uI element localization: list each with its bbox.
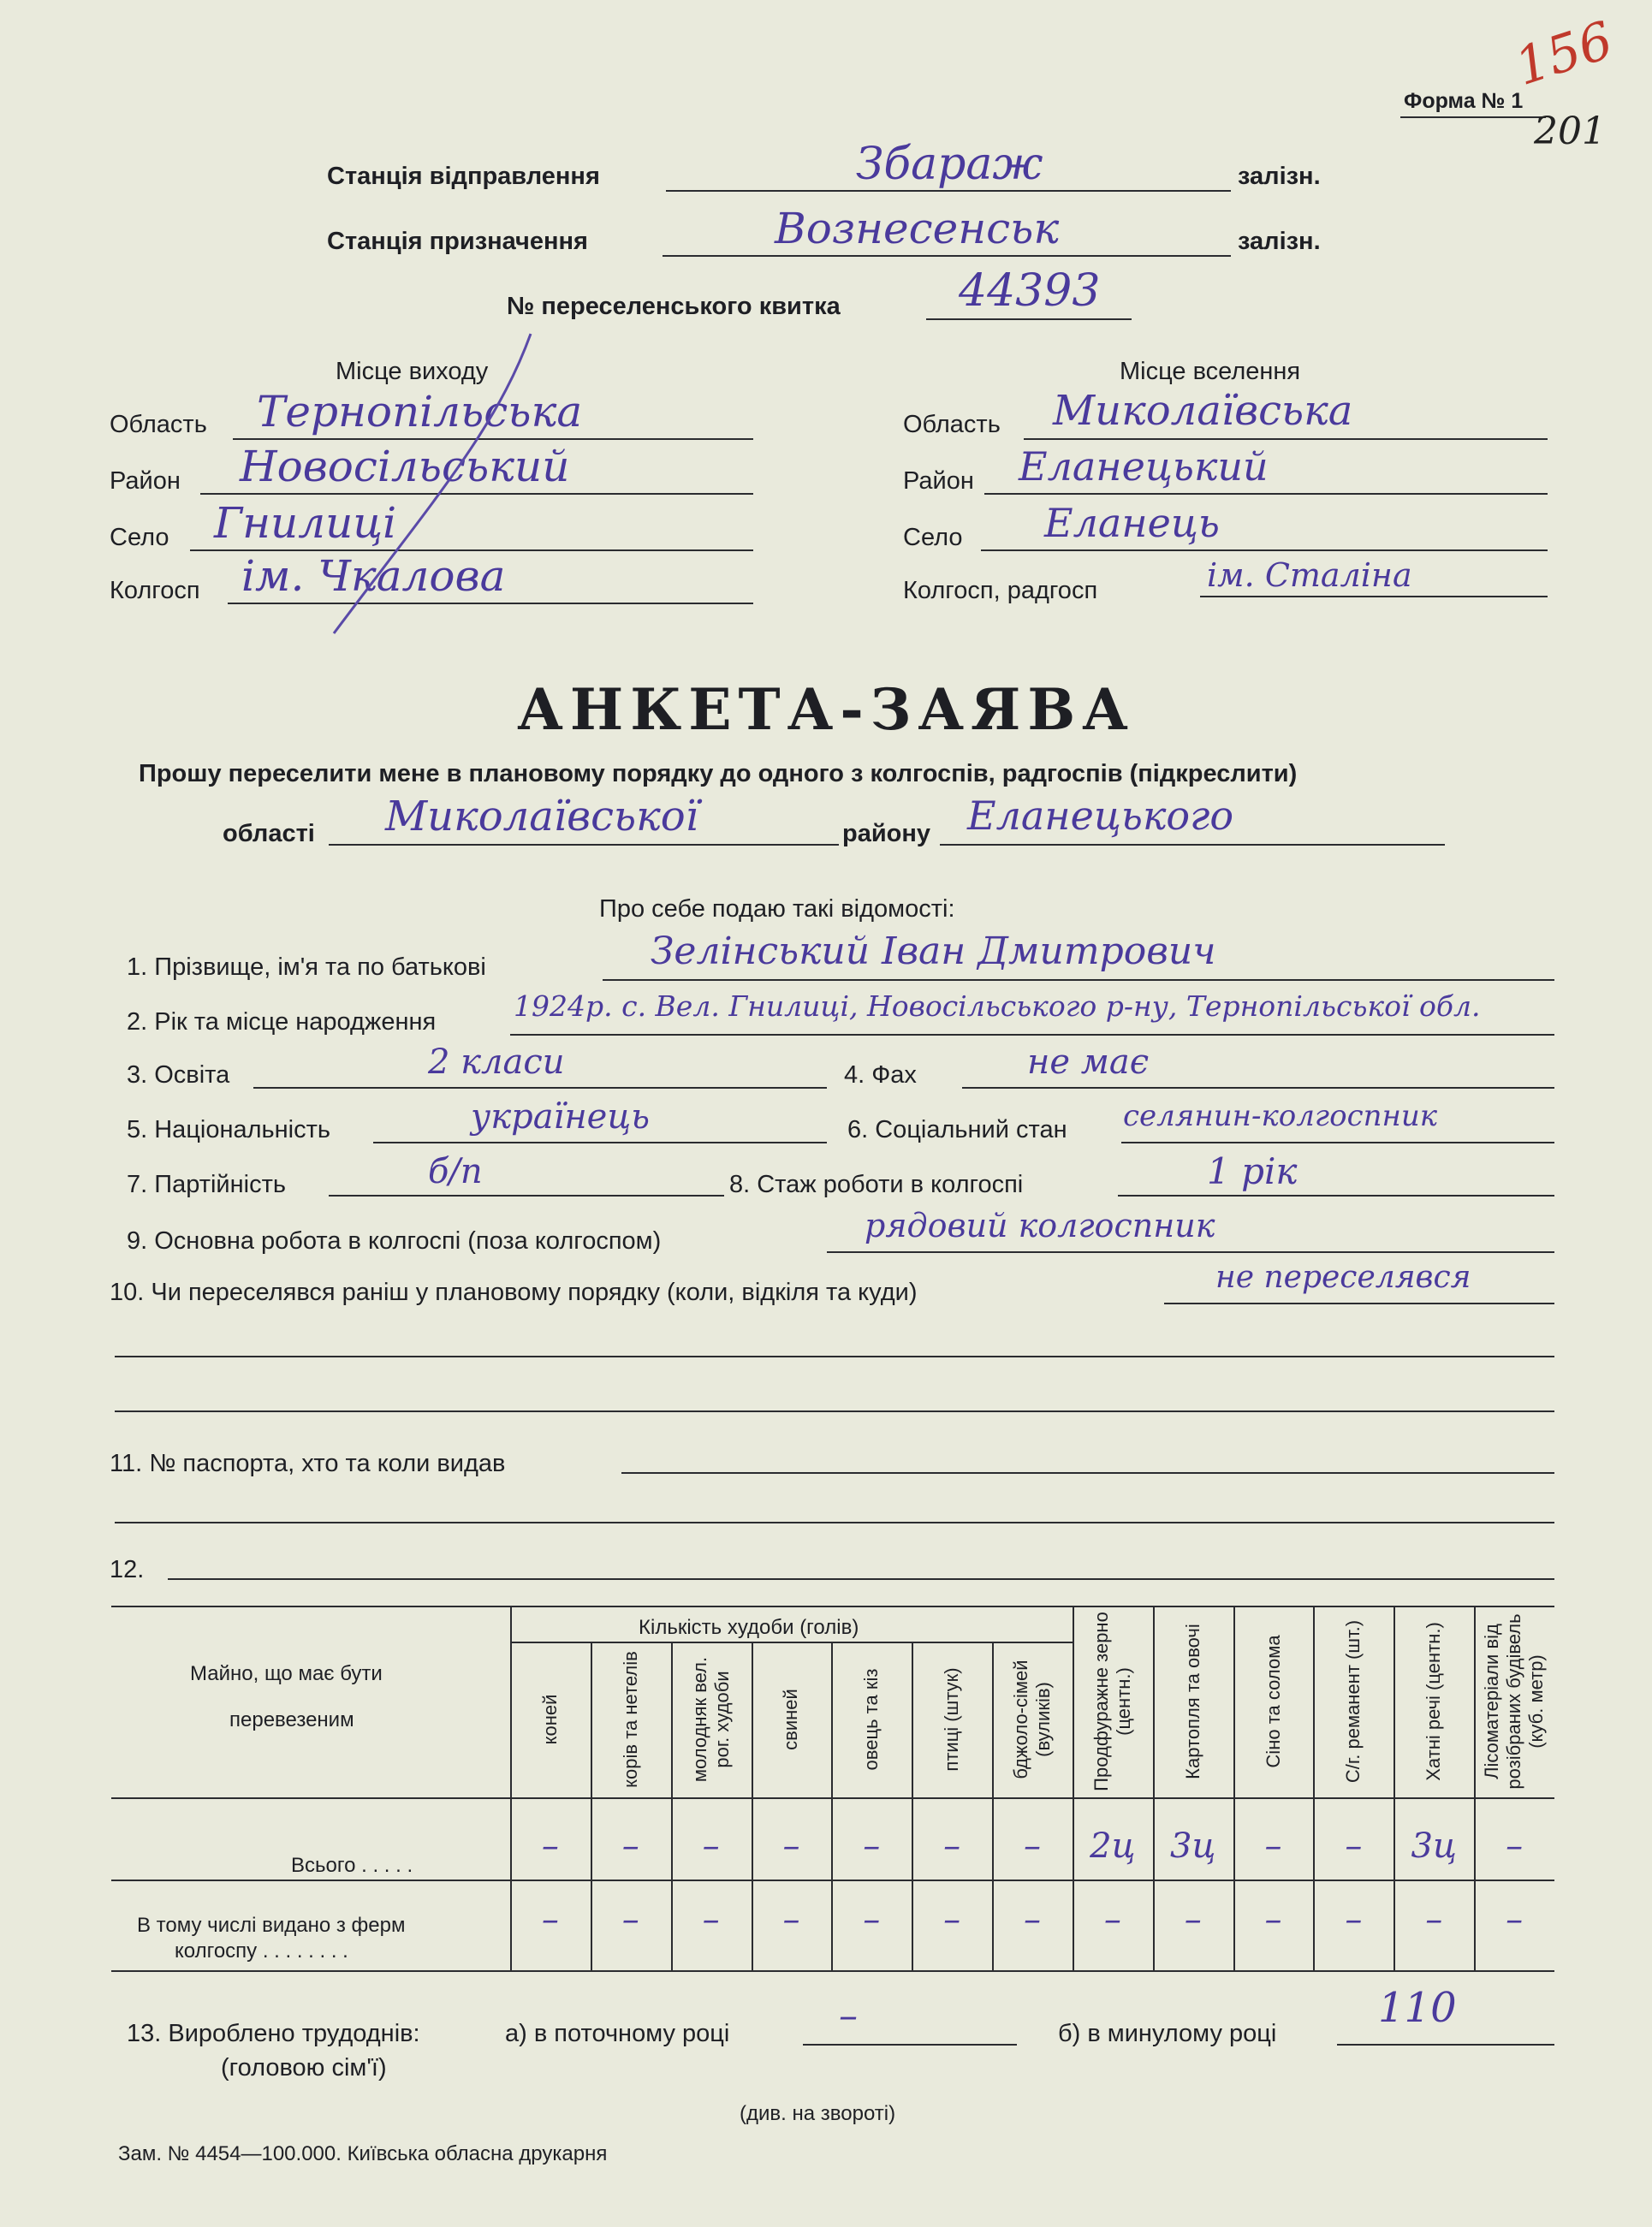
origin-oblast-label: Область <box>110 411 207 438</box>
form-number-underline <box>1400 116 1546 118</box>
origin-selo-label: Село <box>110 524 169 551</box>
field-6-line <box>1121 1142 1554 1143</box>
field-4-label: 4. Фах <box>844 1061 917 1089</box>
workdays-current-value: – <box>839 1994 858 2038</box>
field-1-value: Зелінський Іван Дмитрович <box>651 929 1216 973</box>
field-6-value: селянин-колгоспник <box>1123 1099 1438 1133</box>
table-col-divider <box>1313 1606 1315 1970</box>
corner-mark-black: 201 <box>1534 110 1606 153</box>
origin-raion-value: Новосільський <box>240 442 570 491</box>
field-6-label: 6. Соціальний стан <box>847 1116 1067 1143</box>
destination-label: Станція призначення <box>327 228 588 255</box>
field-5-line <box>373 1142 827 1143</box>
field-7-value: б/п <box>428 1152 483 1191</box>
table-column-header: птиці (штук) <box>941 1667 963 1772</box>
table-column-header: Сіно та солома <box>1262 1635 1284 1768</box>
request-raion-value: Еланецького <box>967 793 1234 839</box>
table-cell-farm: – <box>943 1900 961 1939</box>
workdays-label: 13. Вироблено трудоднів: <box>127 2020 420 2047</box>
table-cell-farm: – <box>621 1900 639 1939</box>
table-cell-farm: – <box>1264 1900 1282 1939</box>
departure-value: Збараж <box>856 139 1043 190</box>
settlement-kolhosp-line <box>1200 596 1548 597</box>
table-cell-total: – <box>1264 1826 1282 1866</box>
table-column-header: Хатні речі (центн.) <box>1423 1622 1445 1781</box>
field-3-value: 2 класи <box>428 1042 565 1082</box>
row-farm-label-2: колгоспу . . . . . . . . <box>175 1939 348 1963</box>
table-column-header: овець та кіз <box>860 1668 882 1771</box>
print-info: Зам. № 4454—100.000. Київська обласна друкарня <box>118 2142 608 2165</box>
ticket-value: 44393 <box>959 265 1101 317</box>
property-header-1: Майно, що має бути <box>190 1662 383 1685</box>
workdays-current-label: а) в поточному році <box>505 2020 730 2047</box>
field-10-line <box>1164 1303 1554 1304</box>
settlement-raion-value: Еланецький <box>1019 443 1269 490</box>
workdays-sublabel: (головою сім'ї) <box>221 2054 387 2082</box>
field-2-line <box>510 1034 1554 1036</box>
field-12-label: 12. <box>110 1556 145 1583</box>
request-oblast-value: Миколаївської <box>385 793 699 840</box>
field-5-label: 5. Національність <box>127 1116 331 1143</box>
settlement-oblast-label: Область <box>903 411 1001 438</box>
settlement-selo-line <box>981 549 1548 551</box>
table-column-header: молодняк вел. рог. худоби <box>688 1656 733 1783</box>
field-5-value: українець <box>471 1097 651 1137</box>
table-cell-total: – <box>1345 1826 1363 1866</box>
field-11-line-2 <box>115 1522 1554 1523</box>
table-column-header: Лісоматеріали від розібраних будівель (куб. метр) <box>1481 1613 1548 1790</box>
request-line: Прошу переселити мене в плановому порядку до одного з колгоспів, радгоспів (підкреслити) <box>139 760 1298 787</box>
table-cell-total: 2ц <box>1090 1826 1136 1866</box>
table-col-divider <box>591 1642 592 1970</box>
settlement-raion-label: Район <box>903 467 974 495</box>
workdays-current-line <box>803 2044 1017 2046</box>
settlement-oblast-value: Миколаївська <box>1053 387 1353 435</box>
field-10-line-3 <box>115 1410 1554 1412</box>
origin-selo-value: Гнилиці <box>214 498 397 548</box>
form-title: АНКЕТА-ЗАЯВА <box>517 676 1135 743</box>
field-7-line <box>329 1195 724 1197</box>
settlement-selo-value: Еланець <box>1044 500 1220 546</box>
table-cell-total: – <box>863 1826 881 1866</box>
workdays-previous-line <box>1337 2044 1554 2046</box>
origin-heading: Місце виходу <box>336 358 489 385</box>
table-cell-farm: – <box>1103 1900 1121 1939</box>
table-col-divider <box>1233 1606 1235 1970</box>
table-cell-total: – <box>541 1826 559 1866</box>
table-col-divider <box>831 1642 833 1970</box>
table-column-header: коней <box>538 1694 561 1745</box>
table-column-header: корів та нетелів <box>619 1651 641 1788</box>
table-column-header: Картопля та овочі <box>1181 1624 1203 1779</box>
settlement-kolhosp-label: Колгосп, радгосп <box>903 577 1098 604</box>
field-12-line <box>168 1578 1554 1580</box>
form-number: Форма № 1 <box>1404 89 1524 113</box>
origin-kolhosp-label: Колгосп <box>110 577 200 604</box>
table-cell-farm: – <box>782 1900 800 1939</box>
field-4-value: не має <box>1027 1042 1150 1082</box>
livestock-header-border <box>510 1642 1073 1643</box>
table-cell-farm: – <box>1184 1900 1202 1939</box>
settlement-heading: Місце вселення <box>1120 358 1301 385</box>
table-cell-total: – <box>1506 1826 1524 1866</box>
table-col-divider <box>1474 1606 1476 1970</box>
field-9-line <box>827 1251 1554 1253</box>
table-cell-total: 3ц <box>1411 1826 1457 1866</box>
table-col-divider <box>752 1642 753 1970</box>
origin-oblast-value: Тернопільська <box>257 387 583 436</box>
field-7-label: 7. Партійність <box>127 1171 286 1198</box>
field-2-value: 1924р. с. Вел. Гнилиці, Новосільського р-ну, Тернопільської обл. <box>514 989 1481 1023</box>
workdays-previous-value: 110 <box>1378 1984 1457 2032</box>
destination-line <box>663 255 1231 257</box>
request-oblast-label: області <box>223 820 315 847</box>
field-3-line <box>253 1087 827 1089</box>
request-oblast-line <box>329 844 839 846</box>
table-cell-total: – <box>702 1826 720 1866</box>
departure-line <box>666 190 1231 192</box>
field-10-value: не переселявся <box>1215 1260 1471 1295</box>
table-col-divider <box>912 1642 913 1970</box>
field-3-label: 3. Освіта <box>127 1061 230 1089</box>
ink-stroke <box>282 325 539 668</box>
departure-suffix: залізн. <box>1238 163 1321 190</box>
see-back: (див. на звороті) <box>740 2102 896 2125</box>
corner-mark-red: 156 <box>1507 10 1620 98</box>
table-column-header: свиней <box>780 1689 802 1750</box>
table-column-header: бджоло-сімей (вуликів) <box>1010 1660 1054 1779</box>
field-11-line <box>621 1472 1554 1474</box>
property-header-2: перевезеним <box>229 1708 354 1731</box>
row-farm-label-1: В тому числі видано з ферм <box>137 1914 406 1937</box>
settlement-raion-line <box>984 493 1548 495</box>
settlement-kolhosp-value: ім. Сталіна <box>1207 556 1412 594</box>
ticket-line <box>926 318 1132 320</box>
field-9-label: 9. Основна робота в колгоспі (поза колгоспом) <box>127 1227 662 1255</box>
table-top-border <box>111 1606 1554 1607</box>
table-cell-farm: – <box>1425 1900 1443 1939</box>
table-cell-total: – <box>943 1826 961 1866</box>
origin-kolhosp-value: ім. Чкалова <box>241 551 506 601</box>
field-4-line <box>962 1087 1554 1089</box>
workdays-previous-label: б) в минулому році <box>1058 2020 1277 2047</box>
field-1-line <box>603 979 1554 981</box>
origin-raion-label: Район <box>110 467 181 495</box>
table-cell-farm: – <box>1024 1900 1041 1939</box>
table-cell-total: – <box>1024 1826 1041 1866</box>
field-10-line-2 <box>115 1356 1554 1357</box>
table-cell-farm: – <box>702 1900 720 1939</box>
row-total-label: Всього . . . . . <box>291 1854 413 1877</box>
table-cell-farm: – <box>1345 1900 1363 1939</box>
table-header-border <box>111 1797 1554 1799</box>
table-column-header: С/г. реманент (шт.) <box>1342 1619 1364 1784</box>
table-cell-total: 3ц <box>1170 1826 1216 1866</box>
field-8-line <box>1118 1195 1554 1197</box>
field-8-label: 8. Стаж роботи в колгоспі <box>729 1171 1024 1198</box>
table-row-border <box>111 1880 1554 1881</box>
settlement-oblast-line <box>1024 438 1548 440</box>
field-9-value: рядовий колгоспник <box>865 1207 1215 1244</box>
table-cell-farm: – <box>863 1900 881 1939</box>
table-col-divider <box>1153 1606 1155 1970</box>
table-cell-total: – <box>782 1826 800 1866</box>
field-1-label: 1. Прізвище, ім'я та по батькові <box>127 953 486 981</box>
field-8-value: 1 рік <box>1207 1150 1298 1192</box>
table-cell-farm: – <box>1506 1900 1524 1939</box>
field-2-label: 2. Рік та місце народження <box>127 1008 437 1036</box>
request-raion-line <box>940 844 1445 846</box>
table-bottom-border <box>111 1970 1554 1972</box>
table-cell-total: – <box>621 1826 639 1866</box>
table-col-divider <box>1073 1606 1074 1970</box>
table-column-header: Продфуражне зерно (центн.) <box>1090 1612 1134 1791</box>
field-11-label: 11. № паспорта, хто та коли видав <box>110 1450 506 1477</box>
table-col-divider <box>510 1606 512 1970</box>
table-cell-farm: – <box>541 1900 559 1939</box>
table-col-divider <box>992 1642 994 1970</box>
livestock-header: Кількість худоби (голів) <box>639 1616 859 1639</box>
about-heading: Про себе подаю такі відомості: <box>599 895 955 923</box>
departure-label: Станція відправлення <box>327 163 600 190</box>
table-col-divider <box>1394 1606 1395 1970</box>
table-col-divider <box>671 1642 673 1970</box>
request-raion-label: району <box>842 820 931 847</box>
destination-value: Вознесенськ <box>775 204 1060 253</box>
ticket-label: № переселенського квитка <box>507 293 841 320</box>
settlement-selo-label: Село <box>903 524 963 551</box>
field-10-label: 10. Чи переселявся раніш у плановому порядку (коли, відкіля та куди) <box>110 1279 918 1306</box>
destination-suffix: залізн. <box>1238 228 1321 255</box>
